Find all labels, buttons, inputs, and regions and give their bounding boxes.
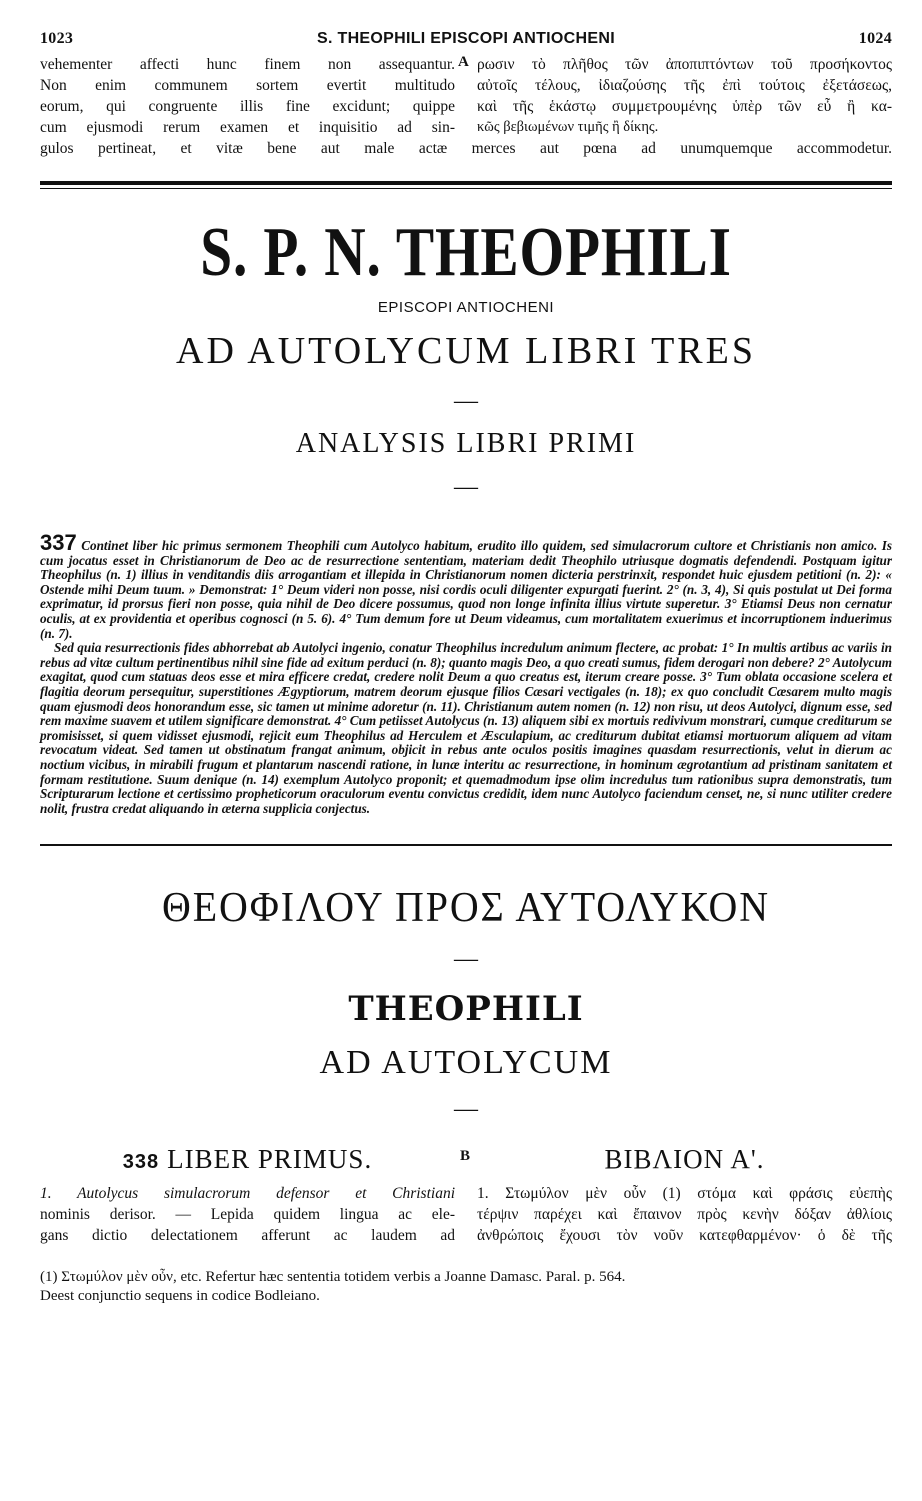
column-marker-b: B xyxy=(460,1148,471,1165)
greek-title: ΘΕΟΦΙΛΟΥ ΠΡΟΣ ΑΥΤΟΛΥΚΟΝ xyxy=(162,885,770,932)
greek-line: ρωσιν τὸ πλῆθος τῶν ἀποπιπτόντων τοῦ προσήκοντος xyxy=(477,56,892,73)
greek-column-top xyxy=(477,54,892,138)
ad-autolycum-title: AD AUTOLYCUM xyxy=(319,1044,613,1082)
dash-separator: — xyxy=(454,388,478,414)
latin-line: vehementer affecti hunc finem non assequantur. xyxy=(40,56,455,73)
analysis-paragraph-2: Sed quia resurrectionis fides abhorrebat ab Autolyci ingenio, conatur Theophilus incredulum animum flectere, ac probat: 1° In multis artibus ac variis in rebus ad vitæ cultum pertinentibus nihil sine fide ad exitum perduci (n. 8); quanto magis Deo, a quo creati sumus, fidem derogari non debere? 2° Autolycum exagitat, quod cum statuas deos esse et mira efficere credat, credere nolit Deum a quo creatus est, iterum creare posse. 3° Tum oblata occasione scelera et flagitia deorum persequitur, superstitiones Ægyptiorum, matrem deorum ejusque filios Cæsari vectigales (n. 18); ex quo concludit Cæsarem multo magis quam ejusmodi deos honorandum esse, sic tamen ut minime adoretur (n. 11). Christianum autem nomen (n. 12) non risu, ut deos Autolyci, dignum esse, sed rem maxime suavem et utilem significare demonstrat. 4° Cum petiisset Autolycus (n. 13) aliquem sibi ex mortuis redivivum monstrari, cumque crediturum se promisisset, si quem vidisset ejusmodi, rejicit eum Theophilus ad Herculem et Æsculapium, ac crediturum dubitat etiamsi mortuorum aliquem ad vitam revocatum videat. Sed tamen ut obstinatum frangat animum, objicit in rebus ante oculos positis imagines quasdam resurrectionis, velut in dierum ac noctium vicibus, in mirabili frugum et plantarum nascendi ratione, in lunæ interitu ac resurrectione, in hominum ægrotantium ad pristinam sanitatem et formam restitutione. Suum denique (n. 14) exemplum Autolyco proponit; et quemadmodum ipse olim incredulus tum rationibus supra demonstratis, tum Scripturarum lectione et certissimo propheticorum oraculorum eventu convictus credidit, idem nunc Autolyco faciendum censet, ne, si nunc utiliter credere nolit, frustra credat aliquando in æterna supplicia conjectus. xyxy=(40,640,892,816)
greek-book-heading: ΒΙΒΛΙΟΝ Α'. xyxy=(604,1144,765,1175)
greek-line: 1. Στωμύλον μὲν οὖν (1) στόμα καὶ φράσις εὐεπὴς xyxy=(477,1185,892,1203)
greek-line: κῶς βεβιωμένων τιμῆς ἢ δίκης. xyxy=(477,119,659,135)
subtitle: EPISCOPI ANTIOCHENI xyxy=(377,299,555,316)
latin-line: gans dictio delectationem afferunt ac laudem ad xyxy=(40,1227,455,1245)
greek-line: καὶ τῆς ἑκάστῳ συμμετρουμένης ὑπὲρ τῶν εὖ ἢ κα- xyxy=(477,98,892,115)
dash-separator: — xyxy=(454,946,478,973)
column-number: 337 xyxy=(40,530,77,555)
book-columns xyxy=(40,1183,892,1246)
analysis-paragraph-1-text: Continet liber hic primus sermonem Theophili cum Autolyco habitum, erudito illo quidem, sed simulacrorum cultore et Christianis non amico. Is cum jocatus esset in Christianorum de Deo ac de resurrectione sententiam, materiam dedit Theophilo utriusque dogmatis defendendi. Postquam igitur Theophilus (n. 1) illius in venditandis diis arrogantiam et illepida in Christianorum nomen dicteria perstrinxit, respondet huic ejusdem petitioni (n. 2): « Ostende mihi Deum tuum. » Demonstrat: 1° Deum videri non posse, nisi cordis oculi diligenter expurgati fuerint. 2° (n. 3, 4), Si quis postulat ut Dei forma exprimatur, id prorsus fieri non posse, quia nihil de Deo dicere possumus, quod non longe infinita illius virtute superetur. 3° Etiamsi Deus non cernatur oculis, at ex providentia et operibus cognosci (n 5. 6). 4° Tum demum fore ut Deum videamus, cum mortalitatem exuerimus et incorruptionem induerimus (n. 7). xyxy=(40,538,892,641)
page-number-right: 1024 xyxy=(858,30,892,47)
footnote xyxy=(40,1268,892,1306)
greek-line: αὐτοῖς τέλους, ἰδιαζούσης τῆς ἐπὶ τούτοις ἐξετάσεως, xyxy=(477,77,892,94)
latin-line: Non enim communem sortem evertit multitudo xyxy=(40,77,455,94)
greek-line: τέρψιν παρέχει καὶ ἔπαινον πρὸς κενὴν δόξαν ἀθλίοις xyxy=(477,1206,892,1224)
single-rule xyxy=(40,844,892,846)
greek-column-book xyxy=(477,1183,892,1246)
top-columns xyxy=(40,54,892,138)
latin-column-top xyxy=(40,54,455,138)
dash-separator: — xyxy=(454,1096,478,1123)
latin-full-line: gulos pertineat, et vitæ bene aut male actæ merces aut pœna ad unumquemque accommodetur. xyxy=(40,140,892,157)
page-number-left: 1023 xyxy=(40,30,74,47)
latin-column-book xyxy=(40,1183,455,1246)
latin-line: eorum, qui congruente illis fine excidunt; quippe xyxy=(40,98,455,115)
column-marker-a: A xyxy=(458,54,469,70)
latin-book-heading-text: LIBER PRIMUS. xyxy=(167,1144,373,1175)
work-title: AD AUTOLYCUM LIBRI TRES xyxy=(176,330,756,372)
main-title: S. P. N. THEOPHILI xyxy=(200,214,732,291)
latin-line: 1. Autolycus simulacrorum defensor et Christiani xyxy=(40,1185,455,1203)
latin-book-heading xyxy=(40,1144,455,1175)
footnote-line: Deest conjunctio sequens in codice Bodleiano. xyxy=(40,1288,320,1305)
theophili-title: THEOPHILI xyxy=(348,989,584,1030)
running-head xyxy=(40,30,892,48)
analysis-text xyxy=(40,530,892,816)
running-head-title: S. THEOPHILI EPISCOPI ANTIOCHENI xyxy=(317,30,615,47)
footnote-line: (1) Στωμύλον μὲν οὖν, etc. Refertur hæc sententia totidem verbis a Joanne Damasc. Paral. p. 564. xyxy=(40,1269,626,1286)
latin-line: cum ejusmodi rerum examen et inquisitio ad sin- xyxy=(40,119,455,136)
page xyxy=(40,30,892,1306)
book-headings xyxy=(40,1144,892,1175)
analysis-paragraph-1 xyxy=(40,530,892,641)
double-rule xyxy=(40,181,892,189)
column-number: 338 xyxy=(122,1151,160,1174)
greek-line: ἀνθρώποις ἔχουσι τὸν νοῦν κατεφθαρμένον· ὁ δὲ τῆς xyxy=(477,1227,892,1245)
analysis-title: ANALYSIS LIBRI PRIMI xyxy=(295,428,637,459)
dash-separator: — xyxy=(454,474,478,500)
latin-line: nominis derisor. — Lepida quidem lingua ac ele- xyxy=(40,1206,455,1224)
